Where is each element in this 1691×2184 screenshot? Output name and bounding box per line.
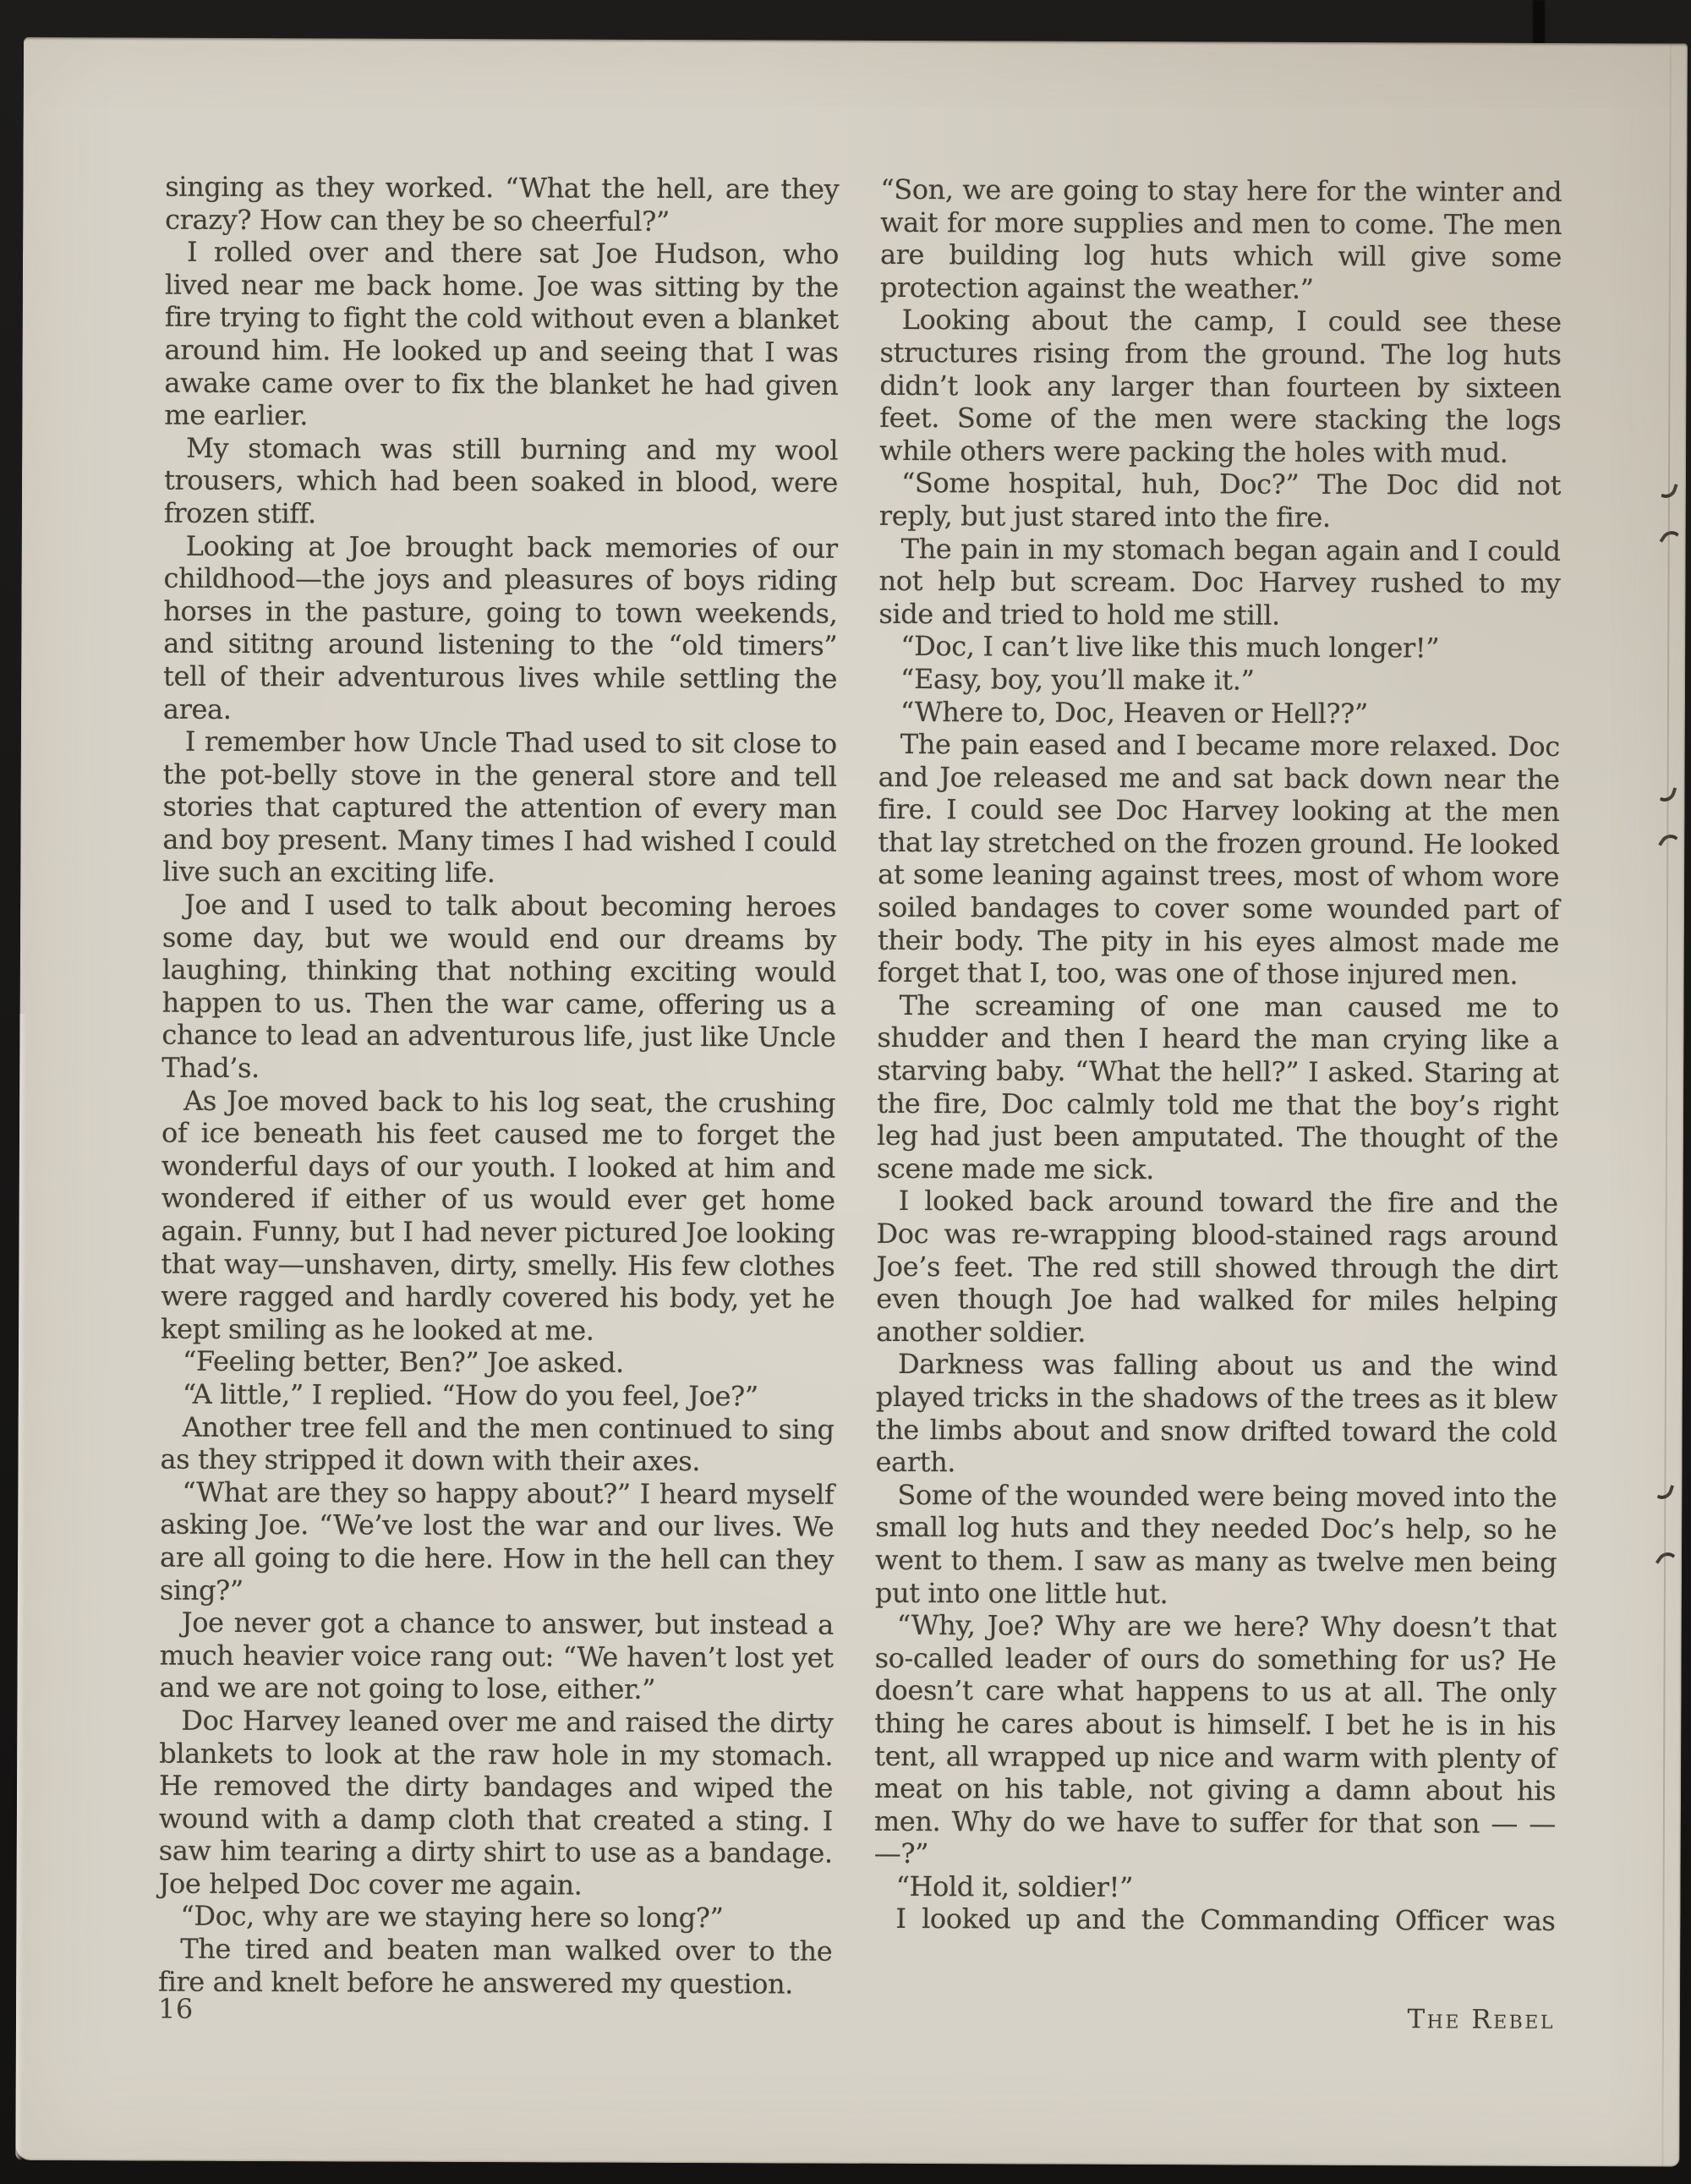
footer-journal-title: The Rebel xyxy=(1407,2004,1556,2035)
paragraph: “Hold it, soldier!” xyxy=(895,1869,1134,1903)
paragraph: I looked up and the Commanding Officer was xyxy=(895,1902,1556,1938)
page-number: 16 xyxy=(157,1992,194,2025)
book-spine-fold xyxy=(1533,0,1545,49)
paragraph: “What are they so happy about?” I heard myself asking Joe. “We’ve lost the war and our lives. We are all going to die here. How in the hell can they sing?” xyxy=(159,1475,835,1607)
paragraph: singing as they worked. “What the hell, are they crazy? How can they be so cheerful?” xyxy=(165,170,840,238)
paragraph: “A little,” I replied. “How do you feel, Joe?” xyxy=(182,1377,758,1413)
magazine-page xyxy=(15,37,1688,2167)
paragraph: Joe and I used to talk about becoming heroes some day, but we would end our dreams by laughing, thinking that nothing exciting would happen to us. Then the war came, offering us a chance to lead an adventurous life, just like Uncle Thad’s. xyxy=(161,888,837,1085)
paragraph: Some of the wounded were being moved into the small log huts and they needed Doc’s help, so he went to them. I saw as many as twelve men being put into one little hut. xyxy=(874,1478,1557,1610)
paragraph: The pain eased and I became more relaxed. Doc and Joe released me and sat back down near the fire. I could see Doc Harvey looking at the men that lay stretched on the frozen ground. He looked at some leaning against trees, most of whom wore soiled bandages to cover some wounded part of their body. The pity in his eyes almost made me forget that I, too, was one of those injured men. xyxy=(877,728,1560,992)
paragraph: Looking about the camp, I could see these structures rising from the ground. The log huts didn’t look any larger than fourteen by sixteen feet. Some of the men were stacking the logs while others were packing the holes with mud. xyxy=(879,304,1562,469)
paragraph: The screaming of one man caused me to shudder and then I heard the man crying like a starving baby. “What the hell?” I asked. Staring at the fire, Doc calmly told me that the boy’s right leg had just been amputated. The thought of the scene made me sick. xyxy=(876,988,1559,1185)
paragraph: “Easy, boy, you’ll make it.” xyxy=(900,662,1255,697)
paragraph: “Son, we are going to stay here for the winter and wait for more supplies and men to come. The men are building log huts which will give some protection against the weather.” xyxy=(879,172,1562,305)
paragraph: I rolled over and there sat Joe Hudson, who lived near me back home. Joe was sitting by the fire trying to fight the cold without even a blanket around him. He looked up and seeing that I was awake came over to fix the blanket he had given me earlier. xyxy=(164,235,840,432)
paragraph: “Doc, I can’t live like this much longer!” xyxy=(900,630,1440,665)
paragraph: “Where to, Doc, Heaven or Hell??” xyxy=(900,695,1369,730)
paragraph: The tired and beaten man walked over to the fire and knelt before he answered my question. xyxy=(158,1932,833,2001)
paragraph: I looked back around toward the fire and the Doc was re-wrapping blood-stained rags around Joe’s feet. The red still showed through the dirt even though Joe had walked for miles helping another soldier. xyxy=(876,1185,1558,1349)
paragraph: “Why, Joe? Why are we here? Why doesn’t that so-called leader of ours do something for us? He doesn’t care what happens to us at all. The only thing he cares about is himself. I bet he is in his tent, all wrapped up nice and warm with plenty of meat on his table, not giving a damn about his men. Why do we have to suffer for that son — — —?” xyxy=(873,1609,1557,1870)
paragraph: I remember how Uncle Thad used to sit close to the pot-belly stove in the general store and tell stories that captured the attention of every man and boy present. Many times I had wished I could live such an exciting life. xyxy=(162,725,837,889)
paragraph: “Doc, why are we staying here so long?” xyxy=(180,1900,724,1935)
paragraph: “Feeling better, Ben?” Joe asked. xyxy=(182,1345,624,1380)
paragraph: Looking at Joe brought back memories of our childhood—the joys and pleasures of boys riding horses in the pasture, going to town weekends, and sititng around listening to the “old timers” tell of their adventurous lives while settling the area. xyxy=(162,529,838,725)
left-text-column xyxy=(158,171,839,2001)
paragraph: My stomach was still burning and my wool trousers, which had been soaked in blood, were frozen stiff. xyxy=(163,431,839,530)
right-text-column xyxy=(873,173,1562,1938)
paragraph: The pain in my stomach began again and I could not help but scream. Doc Harvey rushed to my side and tried to hold me still. xyxy=(878,532,1561,632)
binding-thread-line xyxy=(1661,43,1672,2166)
paragraph: Doc Harvey leaned over me and raised the dirty blankets to look at the raw hole in my stomach. He removed the dirty bandages and wiped the wound with a damp cloth that created a sting. I saw him tearing a dirty shirt to use as a bandage. Joe helped Doc cover me again. xyxy=(158,1704,834,1902)
paragraph: “Some hospital, huh, Doc?” The Doc did not reply, but just stared into the fire. xyxy=(878,467,1562,534)
paragraph: As Joe moved back to his log seat, the crushing of ice beneath his feet caused me to forget the wonderful days of our youth. I looked at him and wondered if either of us would ever get home again. Funny, but I had never pictured Joe looking that way—unshaven, dirty, smelly. His few clothes were ragged and hardly covered his body, yet he kept smiling as he looked at me. xyxy=(161,1084,836,1347)
paragraph: Darkness was falling about us and the wind played tricks in the shadows of the trees as it blew the limbs about and snow drifted toward the cold earth. xyxy=(875,1348,1558,1479)
page-edge-highlight xyxy=(15,1014,26,2160)
paragraph: Joe never got a chance to answer, but instead a much heavier voice rang out: “We haven’t lost yet and we are not going to lose, either.” xyxy=(159,1606,834,1706)
paragraph: Another tree fell and the men continued to sing as they stripped it down with their axes. xyxy=(160,1410,835,1478)
